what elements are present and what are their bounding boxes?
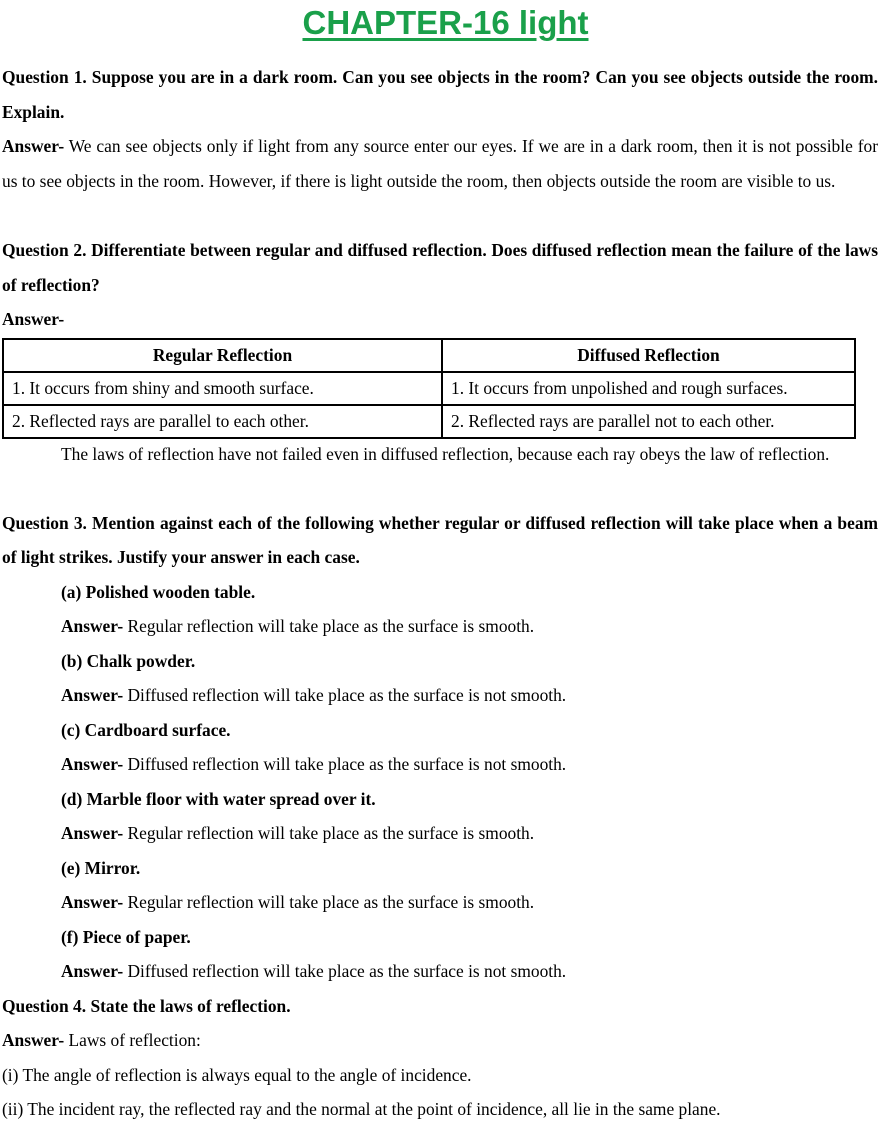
- question-3: Question 3. Mention against each of the following whether regular or diffused reflection will take place when a beam of light strikes. Justify your answer in each case.: [2, 512, 878, 567]
- question-3-answer-e: Answer- Regular reflection will take place as the surface is smooth.: [61, 892, 535, 912]
- answer-2-label: Answer-: [2, 309, 65, 329]
- table-header-row: [3, 339, 855, 372]
- question-3-answer-d: Answer- Regular reflection will take place as the surface is smooth.: [61, 823, 535, 843]
- question-3-answer-b: Answer- Diffused reflection will take place as the surface is not smooth.: [61, 685, 567, 705]
- answer-4-intro: Answer- Laws of reflection:: [2, 1030, 201, 1050]
- law-of-reflection-1: (i) The angle of reflection is always equal to the angle of incidence.: [2, 1064, 472, 1085]
- question-1: Question 1. Suppose you are in a dark room. Can you see objects in the room? Can you see objects outside the room. Explain.: [2, 67, 878, 122]
- question-3-answer-f: Answer- Diffused reflection will take place as the surface is not smooth.: [61, 961, 567, 981]
- table-row: [3, 372, 855, 405]
- question-2: Question 2. Differentiate between regular and diffused reflection. Does diffused reflection mean the failure of the laws of reflection?: [2, 240, 878, 295]
- document-body: [2, 60, 878, 1127]
- answer-2-conclusion: The laws of reflection have not failed even in diffused reflection, because each ray obeys the law of reflection.: [61, 443, 830, 464]
- table-row: [3, 405, 855, 438]
- law-of-reflection-2: (ii) The incident ray, the reflected ray and the normal at the point of incidence, all lie in the same plane.: [2, 1099, 721, 1119]
- question-3-part-e: (e) Mirror.: [61, 857, 141, 878]
- answer-1: Answer- We can see objects only if light from any source enter our eyes. If we are in a dark room, then it is not possible for us to see objects in the room. However, if there is light outside the room, then objects outside the room are visible to us.: [2, 136, 878, 191]
- table-cell: 2. Reflected rays are parallel not to each other.: [442, 405, 855, 438]
- table-header-cell: Regular Reflection: [3, 339, 442, 372]
- question-3-part-f: (f) Piece of paper.: [61, 926, 191, 947]
- table-cell: 2. Reflected rays are parallel to each other.: [3, 405, 442, 438]
- table-header-cell: Diffused Reflection: [442, 339, 855, 372]
- table-cell: 1. It occurs from unpolished and rough surfaces.: [442, 372, 855, 405]
- question-3-answer-a: Answer- Regular reflection will take place as the surface is smooth.: [61, 616, 535, 636]
- question-3-answer-c: Answer- Diffused reflection will take place as the surface is not smooth.: [61, 754, 567, 774]
- question-3-part-b: (b) Chalk powder.: [61, 650, 196, 671]
- question-3-part-d: (d) Marble floor with water spread over it.: [61, 788, 376, 809]
- question-3-part-a: (a) Polished wooden table.: [61, 581, 256, 602]
- question-3-part-c: (c) Cardboard surface.: [61, 719, 231, 740]
- reflection-comparison-table: [2, 338, 856, 439]
- table-cell: 1. It occurs from shiny and smooth surface.: [3, 372, 442, 405]
- chapter-title: CHAPTER-16 light: [302, 4, 589, 41]
- question-4: Question 4. State the laws of reflection.: [2, 995, 291, 1016]
